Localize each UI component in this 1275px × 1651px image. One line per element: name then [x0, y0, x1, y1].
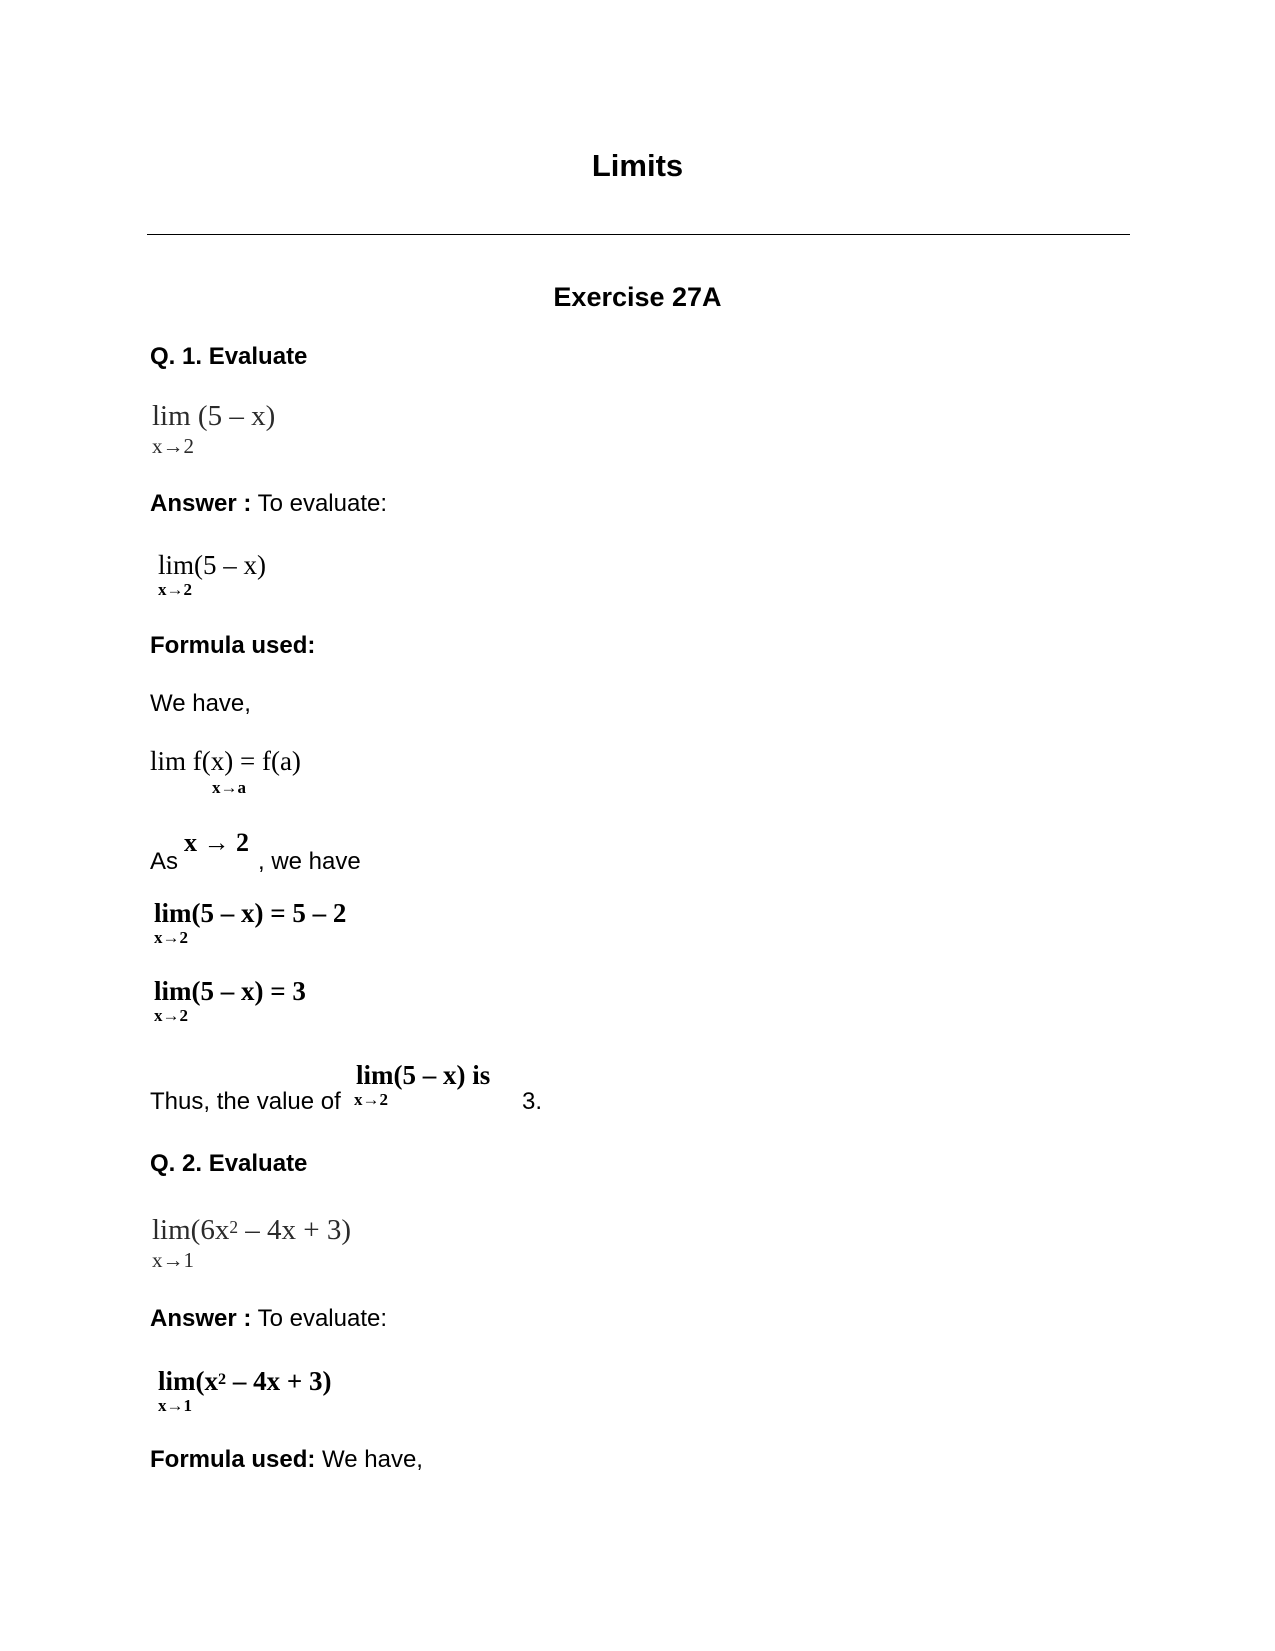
question-2-heading: Q. 2. Evaluate: [150, 1150, 308, 1177]
q1-expression-main: lim (5 – x): [152, 400, 276, 432]
q1-thus-value: 3.: [522, 1088, 543, 1115]
q1-as-tail: , we have: [258, 848, 361, 875]
q1-answer-line: [150, 490, 387, 518]
q1-formula-label: Formula used:: [150, 632, 316, 659]
q2-expression-2-subscript: x→1: [158, 1396, 192, 1415]
q2-expression-post: – 4x + 3): [238, 1214, 352, 1246]
q2-formula-line: [150, 1446, 423, 1474]
q2-formula-label: Formula used:: [150, 1446, 316, 1473]
q2-expression-2-pre: lim(x: [158, 1366, 218, 1396]
q2-expression-pre: lim(6x: [152, 1214, 230, 1246]
question-1-heading: Q. 1. Evaluate: [150, 343, 308, 370]
q1-thus-expression-main: lim(5 – x) is: [356, 1060, 491, 1090]
q1-formula-main: lim f(x) = f(a): [150, 746, 301, 776]
q1-as-expression-main: x → 2: [184, 828, 249, 857]
q1-answer-label: Answer :: [150, 490, 252, 517]
q1-step-2-subscript: x→2: [154, 1006, 188, 1025]
q1-step-1-subscript: x→2: [154, 928, 188, 947]
q2-expression-exponent: 2: [229, 1216, 239, 1237]
q2-expression-2-exponent: 2: [218, 1370, 227, 1389]
q2-expression-2-post: – 4x + 3): [226, 1366, 332, 1396]
q1-formula-subscript: x→a: [212, 778, 246, 797]
q1-thus-expression-subscript: x→2: [354, 1090, 388, 1109]
q2-answer-label: Answer :: [150, 1305, 252, 1332]
q1-expression-subscript: x→2: [152, 434, 194, 458]
q2-answer-line: [150, 1305, 387, 1333]
q1-we-have: We have,: [150, 690, 251, 717]
title-divider: [147, 234, 1130, 235]
q1-answer-text: To evaluate:: [251, 490, 388, 517]
q2-formula-text: We have,: [315, 1446, 423, 1473]
q1-expression-2-main: lim(5 – x): [158, 550, 266, 580]
page-title: Limits: [591, 148, 684, 183]
q1-expression-2-subscript: x→2: [158, 580, 192, 599]
q1-as-text: As: [150, 848, 179, 875]
q2-answer-text: To evaluate:: [251, 1305, 388, 1332]
q2-expression-2-main: [158, 1366, 331, 1397]
q2-expression-subscript: x→1: [152, 1248, 194, 1272]
q1-step-1-main: lim(5 – x) = 5 – 2: [154, 898, 347, 928]
q2-expression-main: [152, 1214, 351, 1247]
q1-step-2-main: lim(5 – x) = 3: [154, 976, 306, 1006]
exercise-heading: Exercise 27A: [553, 282, 722, 312]
q1-thus-text: Thus, the value of: [150, 1088, 341, 1115]
